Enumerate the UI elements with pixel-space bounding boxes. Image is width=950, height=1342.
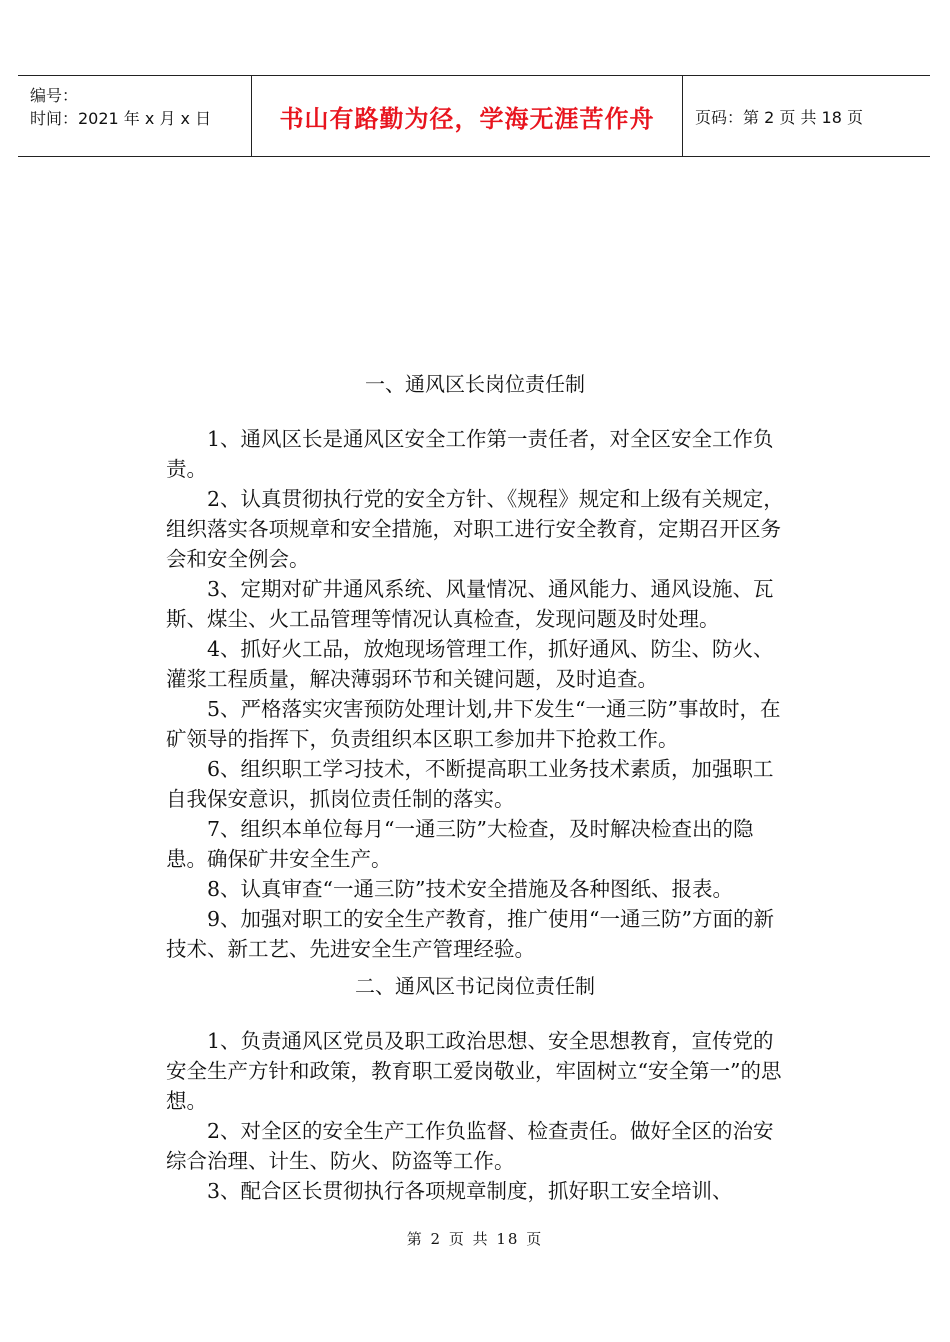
page-footer: 第 2 页 共 18 页 <box>406 1230 544 1248</box>
section1-item: 4、抓好火工品，放炮现场管理工作，抓好通风、防尘、防火、灌浆工程质量，解决薄弱环节和关键问题，及时追查。 <box>166 637 774 691</box>
section2-item: 1、负责通风区党员及职工政治思想、安全思想教育，宣传党的安全生产方针和政策，教育职工爱岗敬业，牢固树立“安全第一”的思想。 <box>166 1029 782 1113</box>
section2-item: 2、对全区的安全生产工作负监督、检查责任。做好全区的治安综合治理、计生、防火、防盗等工作。 <box>166 1119 774 1173</box>
header-motto: 书山有路勤为径，学海无涯苦作舟 <box>279 104 655 133</box>
section2-title: 二、通风区书记岗位责任制 <box>355 974 595 998</box>
section2-body <box>166 1026 786 1206</box>
section1-item: 6、组织职工学习技术，不断提高职工业务技术素质，加强职工自我保安意识，抓岗位责任制的落实。 <box>166 757 774 811</box>
section1-title: 一、通风区长岗位责任制 <box>365 372 585 396</box>
section2-item: 3、配合区长贯彻执行各项规章制度，抓好职工安全培训、 <box>207 1179 733 1203</box>
section1-item: 2、认真贯彻执行党的安全方针、《规程》规定和上级有关规定，组织落实各项规章和安全措施，对职工进行安全教育，定期召开区务会和安全例会。 <box>166 487 784 571</box>
page-header <box>18 75 930 157</box>
section1-item: 3、定期对矿井通风系统、风量情况、通风能力、通风设施、瓦斯、煤尘、火工品管理等情况认真检查，发现问题及时处理。 <box>166 577 774 631</box>
header-motto-cell <box>252 76 683 156</box>
header-meta <box>18 76 252 156</box>
section1-item: 1、通风区长是通风区安全工作第一责任者，对全区安全工作负责。 <box>166 427 774 481</box>
section1-item: 9、加强对职工的安全生产教育，推广使用“一通三防”方面的新技术、新工艺、先进安全生产管理经验。 <box>166 907 775 961</box>
document-code-label: 编号： <box>30 86 79 105</box>
document-time-label: 时间：2021 年 x 月 x 日 <box>30 109 212 128</box>
section1-item: 8、认真审查“一通三防”技术安全措施及各种图纸、报表。 <box>207 877 734 901</box>
section1-body <box>166 424 786 964</box>
header-page-number: 页码：第 2 页 共 18 页 <box>695 107 863 127</box>
section1-item: 7、组织本单位每月“一通三防”大检查，及时解决检查出的隐患。确保矿井安全生产。 <box>166 817 754 871</box>
section1-item: 5、严格落实灾害预防处理计划,井下发生“一通三防”事故时，在矿领导的指挥下，负责组织本区职工参加井下抢救工作。 <box>166 697 781 751</box>
